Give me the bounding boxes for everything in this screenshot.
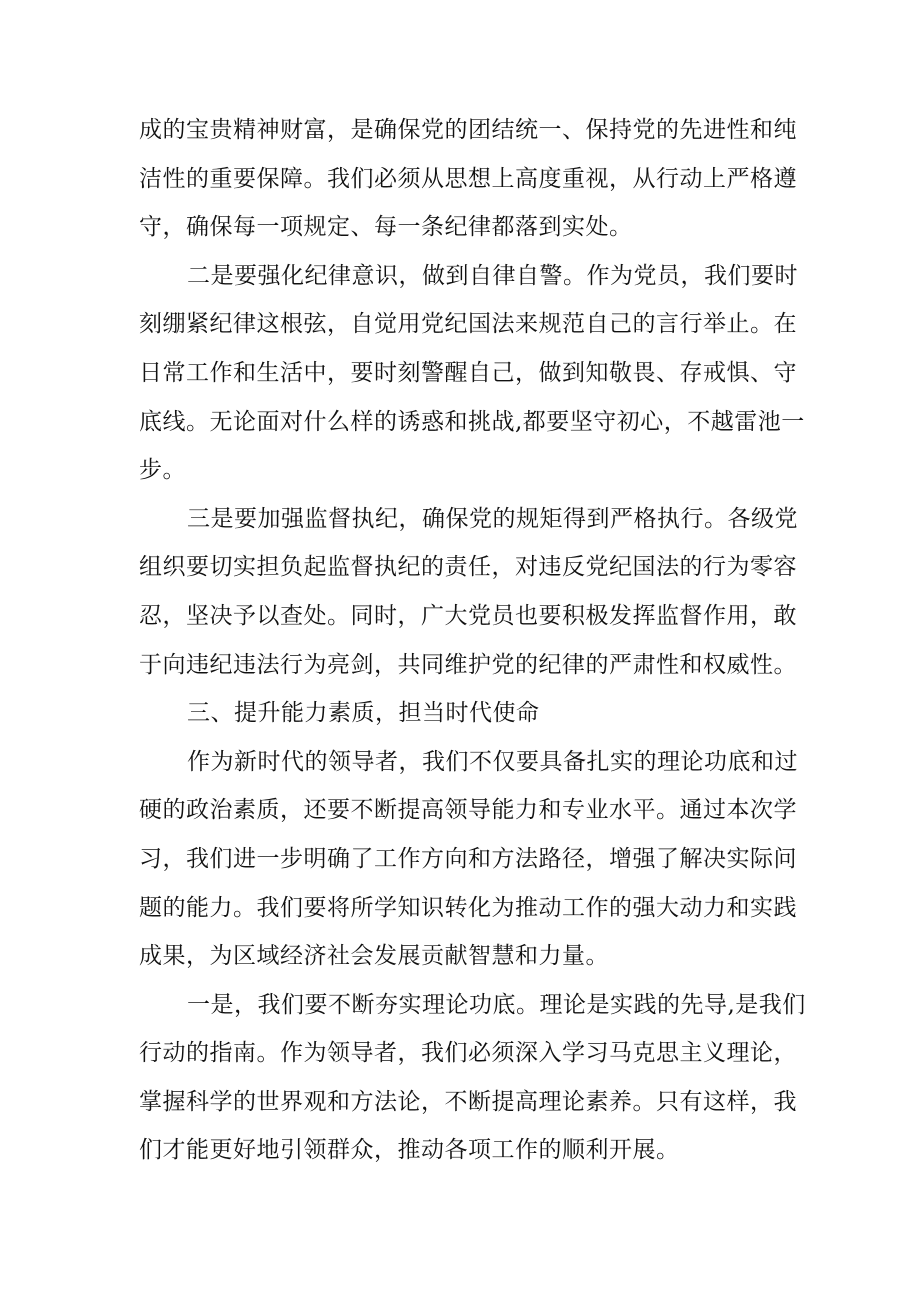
- paragraph-first-line: 三是要加强监督执纪，确保党的规矩得到严格执行。各级党: [187, 505, 798, 532]
- paragraph-first-line: 作为新时代的领导者，我们不仅要具备扎实的理论功底和过: [187, 748, 798, 775]
- paragraph-first-line: 二是要强化纪律意识，做到自律自警。作为党员，我们要时: [187, 262, 798, 289]
- text-line: 组织要切实担负起监督执纪的责任，对违反党纪国法的行为零容: [139, 554, 797, 581]
- text-line: 于向违纪违法行为亮剑，共同维护党的纪律的严肃性和权威性。: [139, 651, 797, 678]
- text-line: 行动的指南。作为领导者，我们必须深入学习马克思主义理论，: [139, 1040, 797, 1067]
- text-line: 掌握科学的世界观和方法论，不断提高理论素养。只有这样，我: [139, 1088, 797, 1115]
- paragraph-first-line: 一是，我们要不断夯实理论功底。理论是实践的先导,是我们: [187, 991, 806, 1018]
- document-body: [139, 106, 806, 1175]
- text-line: 题的能力。我们要将所学知识转化为推动工作的强大动力和实践: [139, 894, 797, 921]
- text-line: 步。: [139, 457, 186, 484]
- text-line: 成果，为区域经济社会发展贡献智慧和力量。: [139, 943, 609, 970]
- text-line: 习，我们进一步明确了工作方向和方法路径，增强了解决实际问: [139, 845, 797, 872]
- text-line: 底线。无论面对什么样的诱惑和挑战,都要坚守初心，不越雷池一: [139, 408, 805, 435]
- text-line: 守，确保每一项规定、每一条纪律都落到实处。: [139, 214, 633, 241]
- text-line: 硬的政治素质，还要不断提高领导能力和专业水平。通过本次学: [139, 797, 797, 824]
- text-line: 日常工作和生活中，要时刻警醒自己，做到知敬畏、存戒惧、守: [139, 359, 797, 386]
- text-line: 洁性的重要保障。我们必须从思想上高度重视，从行动上严格遵: [139, 165, 797, 192]
- section-heading: 三、提升能力素质，担当时代使命: [187, 700, 540, 727]
- text-line: 忍，坚决予以查处。同时，广大党员也要积极发挥监督作用，敢: [139, 602, 797, 629]
- text-line: 们才能更好地引领群众，推动各项工作的顺利开展。: [139, 1137, 680, 1164]
- text-line: 刻绷紧纪律这根弦，自觉用党纪国法来规范自己的言行举止。在: [139, 311, 797, 338]
- text-line: 成的宝贵精神财富，是确保党的团结统一、保持党的先进性和纯: [139, 117, 797, 143]
